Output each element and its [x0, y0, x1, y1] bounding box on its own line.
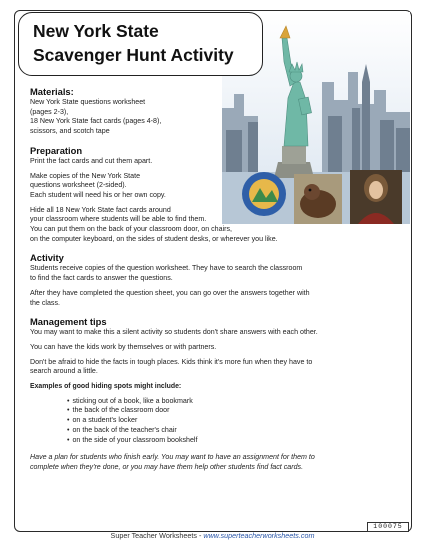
tips-text: Don't be afraid to hide the facts in tough places. Kids think it's more fun when they have to	[30, 357, 313, 366]
list-item: • the back of the classroom door	[67, 406, 402, 416]
preparation-text: on the computer keyboard, on the sides of student desks, or wherever you like.	[30, 234, 278, 243]
tips-text: You can have the kids work by themselves or with partners.	[30, 342, 217, 351]
hiding-spots-list	[67, 397, 402, 446]
tips-text: You may want to make this a silent activity so students don't share answers with each other.	[30, 328, 318, 337]
list-item: • sticking out of a book, like a bookmark	[67, 397, 402, 407]
page-title-line2: Scavenger Hunt Activity	[33, 45, 234, 65]
beaver-image	[294, 174, 342, 224]
preparation-text: Make copies of the New York State	[30, 171, 141, 180]
preparation-text: Each student will need his or her own copy.	[30, 190, 166, 199]
preparation-text: questions worksheet (2-sided).	[30, 181, 127, 190]
tips-heading: Management tips	[30, 316, 107, 328]
page-code: 100075	[367, 522, 409, 532]
materials-heading: Materials:	[30, 86, 74, 97]
tips-text: search around a little.	[30, 367, 98, 376]
materials-line: scissors, and scotch tape	[30, 127, 110, 136]
page-title-line1: New York State	[33, 21, 159, 41]
activity-text: the class.	[30, 298, 60, 307]
footer-url-link[interactable]: www.superteacherworksheets.com	[203, 531, 315, 540]
closing-text: complete when they're done, or you may have them help other students find fact cards.	[30, 462, 304, 471]
preparation-text: your classroom where students will be able to find them.	[30, 215, 207, 224]
preparation-heading: Preparation	[30, 144, 83, 156]
activity-text: to find the fact cards to answer the questions.	[30, 274, 173, 283]
materials-line: 18 New York State fact cards (pages 4-8),	[30, 117, 162, 126]
footer-brand: Super Teacher Worksheets	[110, 531, 197, 540]
preparation-text: Print the fact cards and cut them apart.	[30, 156, 153, 165]
nys-seal-image	[242, 172, 286, 216]
activity-text: Students receive copies of the question worksheet. They have to search the classroom	[30, 264, 303, 273]
closing-text: Have a plan for students who finish early. You may want to have an assignment for them to	[30, 453, 315, 462]
activity-heading: Activity	[30, 252, 64, 264]
footer	[0, 531, 425, 540]
list-item: • on the side of your classroom bookshelf	[67, 436, 402, 446]
examples-heading: Examples of good hiding spots might include:	[30, 383, 182, 391]
footer-separator: -	[196, 531, 204, 540]
preparation-text: Hide all 18 New York State fact cards around	[30, 205, 171, 214]
list-item: • on a student's locker	[67, 416, 402, 426]
list-item: • on the back of the teacher's chair	[67, 426, 402, 436]
title-box	[18, 12, 263, 76]
materials-line: New York State questions worksheet	[30, 98, 146, 106]
activity-text: After they have completed the question sheet, you can go over the answers together with	[30, 288, 310, 297]
preparation-text: You can put them on the back of your classroom door, on chairs,	[30, 225, 233, 234]
materials-line: (pages 2-3),	[30, 107, 69, 116]
historical-portrait-image	[350, 170, 402, 224]
